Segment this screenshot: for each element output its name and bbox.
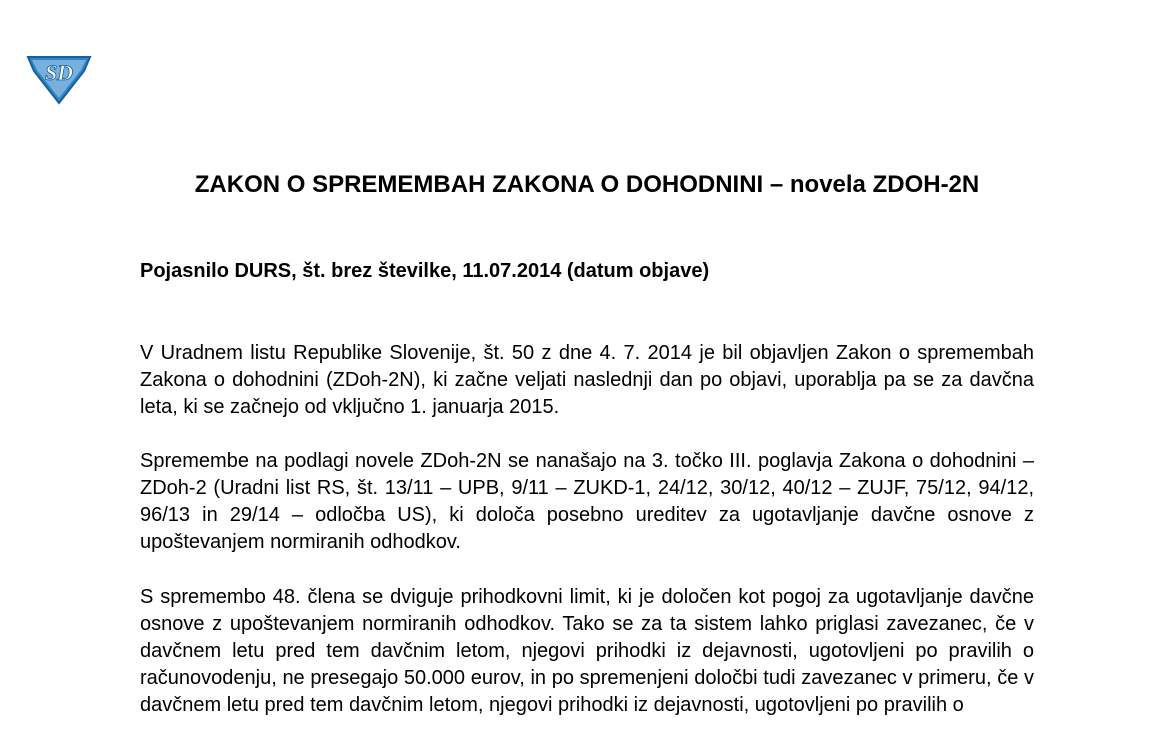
document-subtitle: Pojasnilo DURS, št. brez številke, 11.07.2014 (datum objave) <box>140 260 710 282</box>
paragraph-2: Spremembe na podlagi novele ZDoh-2N se nanašajo na 3. točko III. poglavja Zakona o dohodnini – ZDoh-2 (Uradni list RS, št. 13/11 – UPB, 9/11 – ZUKD-1, 24/12, 30/12, 40/12 – ZUJF, 75/12, 94/12, 96/13 in 29/14 – odločba US), ki določa posebno ureditev za ugotavljanje davčne osnove z upoštevanjem normiranih odhodkov. <box>140 450 1034 553</box>
logo-text: SD <box>44 60 74 85</box>
sd-logo <box>22 49 96 105</box>
paragraph-1: V Uradnem listu Republike Slovenije, št. 50 z dne 4. 7. 2014 je bil objavljen Zakon o spremembah Zakona o dohodnini (ZDoh-2N), ki začne veljati naslednji dan po objavi, uporablja pa se za davčna leta, ki se začnejo od vključno 1. januarja 2015. <box>140 342 1034 418</box>
sd-logo-icon <box>22 49 96 105</box>
document-title: ZAKON O SPREMEMBAH ZAKONA O DOHODNINI – novela ZDOH-2N <box>194 171 980 198</box>
paragraph-3: S spremembo 48. člena se dviguje prihodkovni limit, ki je določen kot pogoj za ugotavljanje davčne osnove z upoštevanjem normiranih odhodkov. Tako se za ta sistem lahko priglasi zavezanec, če v davčnem letu pred tem davčnim letom, njegovi prihodki iz dejavnosti, ugotovljeni po pravilih o računovodenju, ne presegajo 50.000 eurov, in po spremenjeni določbi tudi zavezanec v primeru, če v davčnem letu pred tem davčnim letom, njegovi prihodki iz dejavnosti, ugotovljeni po pravilih o <box>140 586 1034 716</box>
